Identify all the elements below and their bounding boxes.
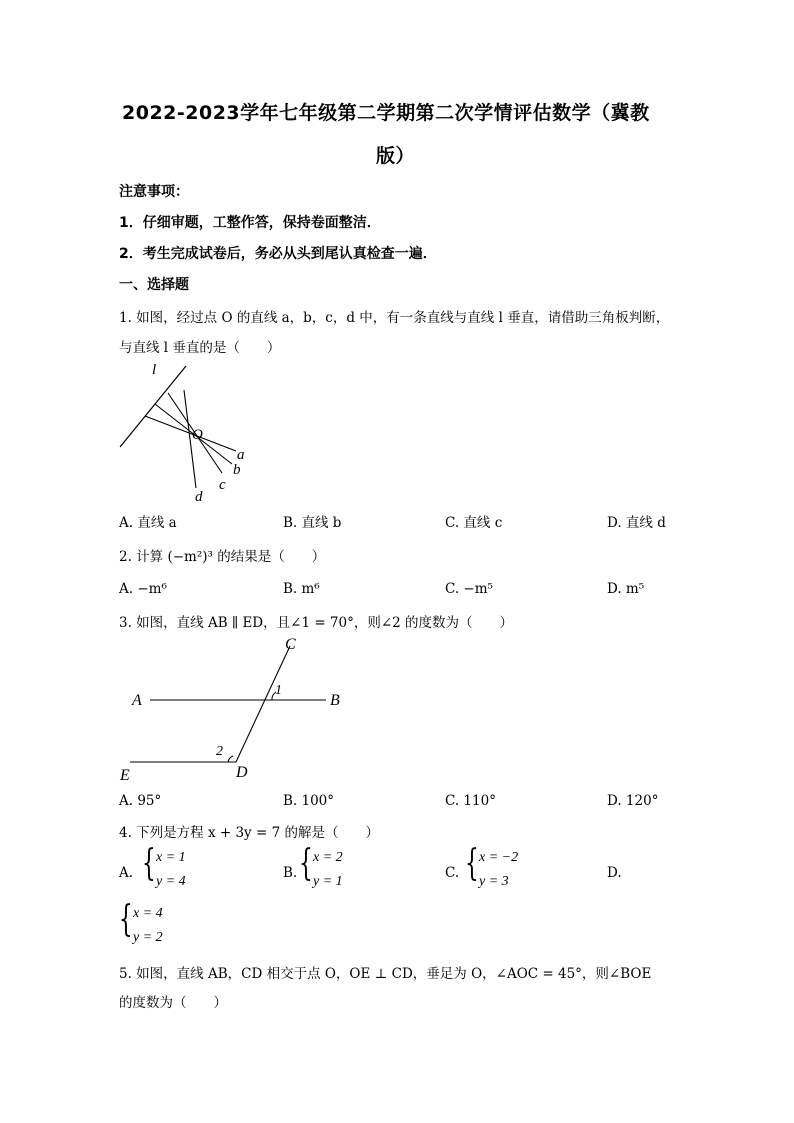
q3-option-d[interactable]: D. 120° [607,793,659,809]
q4-option-b-system[interactable]: { x = 2 y = 1 [299,843,343,889]
q2-text: 2. 计算 (−m²)³ 的结果是（ ） [119,549,326,565]
q3-label-c: C [285,636,296,653]
q3-text: 3. 如图，直线 AB ∥ ED，且∠1 = 70°，则∠2 的度数为（ ） [119,615,514,631]
q1-label-o: O [192,427,203,443]
q3-figure [110,630,370,790]
q3-label-b: B [330,692,340,709]
q3-label-e: E [120,767,130,784]
q1-label-a: a [237,447,245,463]
q4-option-d-label[interactable]: D. [607,865,622,881]
q1-label-c: c [219,477,226,493]
q4-option-c-label[interactable]: C. [445,865,460,881]
q3-label-angle1: 1 [275,683,282,698]
q4-d-eq1: x = 4 [133,906,163,921]
q3-label-d: D [236,764,248,781]
q1-label-b: b [233,462,241,478]
notes-heading: 注意事项： [119,184,189,200]
q4-b-eq1: x = 2 [313,850,343,865]
page-title-line2: 版） [376,145,416,167]
q4-d-eq2: y = 2 [133,930,163,945]
q1-option-b[interactable]: B. 直线 b [283,515,342,531]
q3-option-b[interactable]: B. 100° [283,793,335,809]
q4-option-a-system[interactable]: { x = 1 y = 4 [142,843,186,889]
q4-option-d-system[interactable]: { x = 4 y = 2 [119,899,163,945]
notes-item-2: 2．考生完成试卷后，务必从头到尾认真检查一遍． [119,246,437,262]
q1-label-l: l [152,362,157,378]
page-title: 2022-2023学年七年级第二学期第二次学情评估数学（冀教 [122,102,650,124]
q3-option-c[interactable]: C. 110° [445,793,496,809]
q1-label-d: d [195,489,203,505]
q3-label-a: A [132,692,142,709]
q4-a-eq1: x = 1 [156,850,186,865]
q2-option-c[interactable]: C. −m⁵ [445,581,493,597]
q4-a-eq2: y = 4 [156,874,186,889]
q2-option-a[interactable]: A. −m⁶ [119,581,167,597]
q1-text-line1: 1. 如图，经过点 O 的直线 a，b，c，d 中，有一条直线与直线 l 垂直，请借助三角板判断， [119,310,670,326]
q5-text-line2: 的度数为（ ） [119,995,227,1011]
q1-option-a[interactable]: A. 直线 a [119,515,177,531]
q3-label-angle2: 2 [216,744,223,759]
q2-option-d[interactable]: D. m⁵ [607,581,645,597]
q1-option-c[interactable]: C. 直线 c [445,515,503,531]
notes-item-1: 1．仔细审题，工整作答，保持卷面整洁． [119,215,381,231]
q4-c-eq2: y = 3 [479,874,509,889]
q4-option-a-label[interactable]: A. [119,865,134,881]
q4-option-b-label[interactable]: B. [283,865,298,881]
q4-c-eq1: x = −2 [479,850,519,865]
q4-b-eq2: y = 1 [313,874,343,889]
q2-option-b[interactable]: B. m⁶ [283,581,320,597]
q1-option-d[interactable]: D. 直线 d [607,515,666,531]
q4-option-c-system[interactable]: { x = −2 y = 3 [465,843,519,889]
q4-text: 4. 下列是方程 x + 3y = 7 的解是（ ） [119,825,379,841]
q1-text-line2: 与直线 l 垂直的是（ ） [119,340,281,356]
q3-option-a[interactable]: A. 95° [119,793,162,809]
q5-text-line1: 5. 如图，直线 AB，CD 相交于点 O，OE ⊥ CD，垂足为 O，∠AOC = 45°，则∠BOE [119,966,652,982]
section-heading-choice: 一、选择题 [119,277,189,293]
q1-figure [110,360,270,510]
